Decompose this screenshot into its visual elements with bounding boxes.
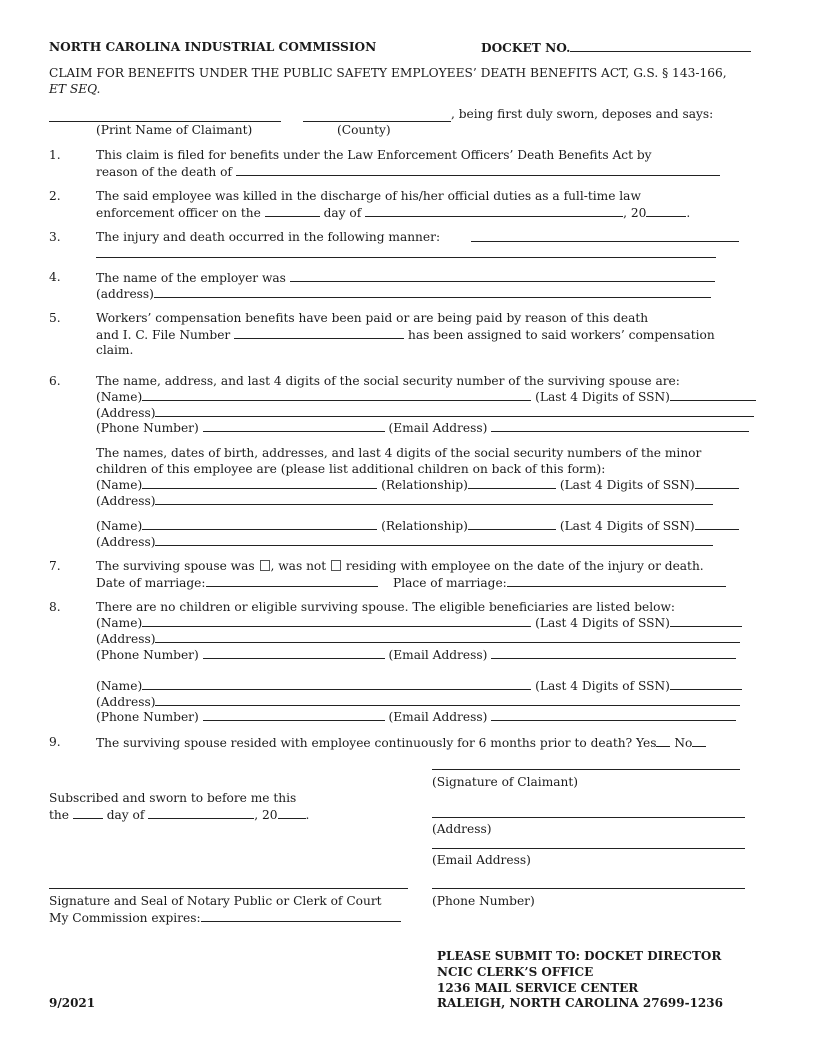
children-intro: The names, dates of birth, addresses, and last 4 digits of the social security numbers of the minor xyxy=(96,446,702,460)
form-revision-date: 9/2021 xyxy=(49,996,96,1010)
beneficiary-2-phone-field[interactable] xyxy=(203,708,385,721)
commission-expires-field[interactable] xyxy=(201,909,401,922)
claimant-signature-field[interactable] xyxy=(432,769,740,770)
item-4-text: The name of the employer was xyxy=(96,269,715,286)
was-not-checkbox[interactable] xyxy=(331,560,341,571)
claimant-address-field[interactable] xyxy=(432,817,745,818)
beneficiary-2-email-field[interactable] xyxy=(491,708,736,721)
child-2-row: (Name) (Relationship) (Last 4 Digits of SSN) xyxy=(96,517,739,534)
beneficiary-2-ssn-field[interactable] xyxy=(670,677,742,690)
beneficiary-1-ssn-field[interactable] xyxy=(670,614,742,627)
oath-text: , being first duly sworn, deposes and says: xyxy=(451,107,714,121)
child-1-name-field[interactable] xyxy=(142,476,377,489)
death-day-field[interactable] xyxy=(265,204,320,217)
item-4-number: 4. xyxy=(49,270,61,284)
item-1-line2: reason of the death of xyxy=(96,163,720,180)
beneficiary-2-row: (Name) (Last 4 Digits of SSN) xyxy=(96,677,742,694)
child-1-address-field[interactable] xyxy=(155,492,713,505)
children-intro-2: children of this employee are (please list additional children on back of this form): xyxy=(96,462,606,476)
commission-expires-row: My Commission expires: xyxy=(49,909,401,926)
docket-number-field[interactable] xyxy=(570,39,751,52)
claimant-email-label: (Email Address) xyxy=(432,853,531,867)
child-2-address-field[interactable] xyxy=(155,533,713,546)
claimant-email-field[interactable] xyxy=(432,848,745,849)
notary-year-field[interactable] xyxy=(278,806,306,819)
beneficiary-1-address-field[interactable] xyxy=(155,630,740,643)
beneficiary-1-name-field[interactable] xyxy=(142,614,531,627)
injury-manner-field[interactable] xyxy=(471,241,739,242)
item-7-number: 7. xyxy=(49,559,61,573)
notary-subscribed: Subscribed and sworn to before me this xyxy=(49,791,297,805)
item-9-text: The surviving spouse resided with employee continuously for 6 months prior to death? Yes No xyxy=(96,734,706,751)
beneficiary-2-address-field[interactable] xyxy=(155,693,740,706)
spouse-name-row: (Name) (Last 4 Digits of SSN) xyxy=(96,388,756,405)
item-6-text: The name, address, and last 4 digits of the social security number of the surviving spouse are: xyxy=(96,374,680,388)
spouse-address-field[interactable] xyxy=(155,404,754,417)
yes-field[interactable] xyxy=(656,734,670,747)
item-8-text: There are no children or eligible surviving spouse. The eligible beneficiaries are listed below: xyxy=(96,600,676,614)
claimant-signature-label: (Signature of Claimant) xyxy=(432,775,579,789)
child-2-ssn-field[interactable] xyxy=(695,517,739,530)
item-2-number: 2. xyxy=(49,189,61,203)
notary-month-field[interactable] xyxy=(148,806,254,819)
item-9-number: 9. xyxy=(49,735,61,749)
beneficiary-1-phone-field[interactable] xyxy=(203,646,385,659)
item-8-number: 8. xyxy=(49,600,61,614)
ic-file-number-field[interactable] xyxy=(234,326,404,339)
form-title: CLAIM FOR BENEFITS UNDER THE PUBLIC SAFETY EMPLOYEES’ DEATH BENEFITS ACT, G.S. § 143-166, xyxy=(49,66,727,80)
child-1-address-row: (Address) xyxy=(96,492,713,509)
item-5-number: 5. xyxy=(49,311,61,325)
beneficiary-1-row: (Name) (Last 4 Digits of SSN) xyxy=(96,614,742,631)
item-1-text: This claim is filed for benefits under the Law Enforcement Officers’ Death Benefits Act by xyxy=(96,148,652,162)
submit-line-3: 1236 MAIL SERVICE CENTER xyxy=(437,981,639,995)
child-2-address-row: (Address) xyxy=(96,533,713,550)
item-1-number: 1. xyxy=(49,148,61,162)
beneficiary-2-contact-row: (Phone Number) (Email Address) xyxy=(96,708,736,725)
item-5-line3: claim. xyxy=(96,343,134,357)
item-2-line2: enforcement officer on the day of , 20 . xyxy=(96,206,691,220)
claimant-phone-label: (Phone Number) xyxy=(432,894,535,908)
item-7-text: The surviving spouse was , was not residing with employee on the date of the injury or death. xyxy=(96,559,704,573)
item-4-address: (address) xyxy=(96,285,711,302)
beneficiary-2-address-row: (Address) xyxy=(96,693,740,710)
beneficiary-2-name-field[interactable] xyxy=(142,677,531,690)
spouse-email-field[interactable] xyxy=(491,419,749,432)
employer-address-field[interactable] xyxy=(154,285,711,298)
was-checkbox[interactable] xyxy=(260,560,270,571)
child-1-relationship-field[interactable] xyxy=(468,476,556,489)
claimant-address-label: (Address) xyxy=(432,822,492,836)
item-5-text: Workers’ compensation benefits have been paid or are being paid by reason of this death xyxy=(96,311,649,325)
beneficiary-1-contact-row: (Phone Number) (Email Address) xyxy=(96,646,736,663)
marriage-row: Date of marriage: Place of marriage: xyxy=(96,574,726,591)
marriage-place-field[interactable] xyxy=(507,574,726,587)
child-2-name-field[interactable] xyxy=(142,517,377,530)
county-label: (County) xyxy=(337,123,391,137)
docket-label: DOCKET NO. xyxy=(481,39,751,56)
marriage-date-field[interactable] xyxy=(206,574,378,587)
injury-manner-field-2[interactable] xyxy=(96,257,716,258)
no-field[interactable] xyxy=(692,734,706,747)
spouse-address-row: (Address) xyxy=(96,404,754,421)
spouse-phone-field[interactable] xyxy=(203,419,385,432)
beneficiary-1-email-field[interactable] xyxy=(491,646,736,659)
submit-line-2: NCIC CLERK’S OFFICE xyxy=(437,965,594,979)
employer-name-field[interactable] xyxy=(290,269,715,282)
child-1-ssn-field[interactable] xyxy=(695,476,739,489)
death-year-field[interactable] xyxy=(646,204,686,217)
item-6-number: 6. xyxy=(49,374,61,388)
item-3-number: 3. xyxy=(49,230,61,244)
notary-signature-field[interactable] xyxy=(49,888,408,889)
spouse-name-field[interactable] xyxy=(142,388,531,401)
submit-line-4: RALEIGH, NORTH CAROLINA 27699-1236 xyxy=(437,996,723,1010)
item-5-line2: and I. C. File Number has been assigned to said workers’ compensation xyxy=(96,328,715,342)
item-3-text: The injury and death occurred in the following manner: xyxy=(96,230,441,244)
print-name-label: (Print Name of Claimant) xyxy=(96,123,253,137)
form-title-et-seq: ET SEQ. xyxy=(49,82,101,96)
claimant-phone-field[interactable] xyxy=(432,888,745,889)
spouse-ssn-field[interactable] xyxy=(670,388,756,401)
notary-date-row: the day of , 20 . xyxy=(49,808,310,822)
notary-signature-label: Signature and Seal of Notary Public or Clerk of Court xyxy=(49,894,382,908)
death-month-field[interactable] xyxy=(365,204,623,217)
child-2-relationship-field[interactable] xyxy=(468,517,556,530)
child-1-row: (Name) (Relationship) (Last 4 Digits of SSN) xyxy=(96,476,739,493)
beneficiary-1-address-row: (Address) xyxy=(96,630,740,647)
agency-name: NORTH CAROLINA INDUSTRIAL COMMISSION xyxy=(49,40,377,54)
item-2-text: The said employee was killed in the discharge of his/her official duties as a full-time law xyxy=(96,189,641,203)
notary-day-field[interactable] xyxy=(73,806,103,819)
deceased-name-field[interactable] xyxy=(236,163,720,176)
spouse-contact-row: (Phone Number) (Email Address) xyxy=(96,419,749,436)
submit-line-1: PLEASE SUBMIT TO: DOCKET DIRECTOR xyxy=(437,949,722,963)
